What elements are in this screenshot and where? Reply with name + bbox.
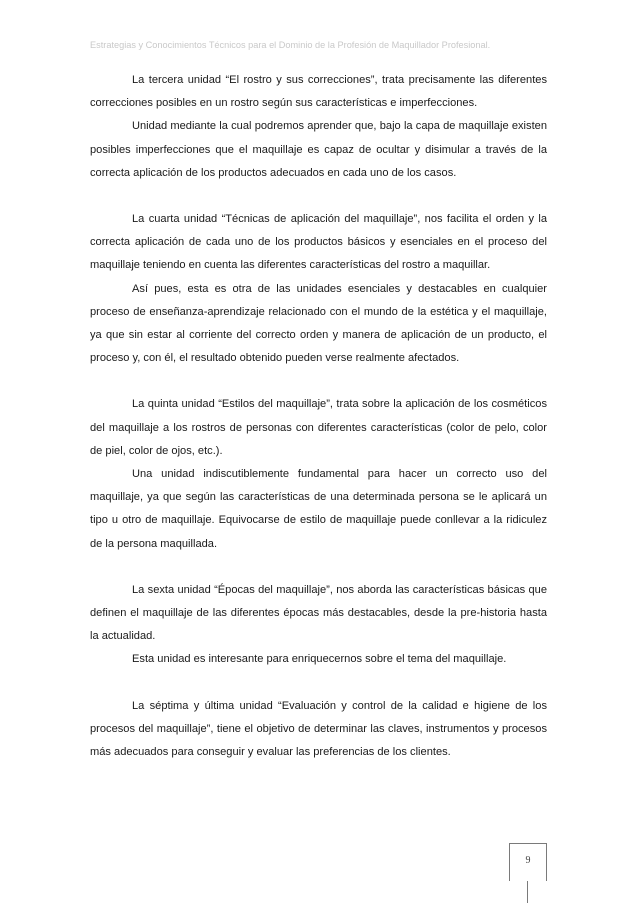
paragraph-tercera-unidad: La tercera unidad “El rostro y sus correcciones”, trata precisamente las diferentes correcciones posibles en un rostro según sus características e imperfecciones. bbox=[90, 74, 547, 110]
page-number: 9 bbox=[525, 855, 531, 866]
paragraph-sexta-unidad: La sexta unidad “Épocas del maquillaje”, nos aborda las características básicas que definen el maquillaje de las diferentes épocas más destacables, desde la pre-historia hasta la actualidad. bbox=[90, 583, 547, 643]
paragraph-cuarta-unidad-detalle: Así pues, esta es otra de las unidades esenciales y destacables en cualquier proceso de enseñanza-aprendizaje relacionado con el mundo de la estética y el maquillaje, ya que sin estar al corriente del correcto orden y manera de aplicación de un producto, el proceso y, con él, el resultado obtenido pueden verse realmente afectados. bbox=[90, 282, 547, 365]
paragraph-septima-unidad: La séptima y última unidad “Evaluación y control de la calidad e higiene de los procesos del maquillaje”, tiene el objetivo de determinar las claves, instrumentos y procesos más adecuados para conseguir y evaluar las preferencias de los clientes. bbox=[90, 699, 547, 759]
paragraph-quinta-unidad-detalle: Una unidad indiscutiblemente fundamental para hacer un correcto uso del maquillaje, ya que según las características de una determinada persona se le aplicará un tipo u otro de maquillaje. Equivocarse de estilo de maquillaje puede conllevar a la ridiculez de la persona maquillada. bbox=[90, 468, 547, 550]
running-header: Estrategias y Conocimientos Técnicos para el Dominio de la Profesión de Maquillador Profesional. bbox=[90, 40, 491, 50]
paragraph-sexta-unidad-detalle: Esta unidad es interesante para enriquecernos sobre el tema del maquillaje. bbox=[132, 653, 507, 666]
paragraph-tercera-unidad-detalle: Unidad mediante la cual podremos aprender que, bajo la capa de maquillaje existen posibles imperfecciones que el maquillaje es capaz de ocultar y disimular a través de la correcta aplicación de los productos adecuados en cada uno de los casos. bbox=[90, 120, 547, 179]
body-text bbox=[90, 69, 547, 764]
paragraph-cuarta-unidad: La cuarta unidad “Técnicas de aplicación del maquillaje”, nos facilita el orden y la correcta aplicación de cada uno de los productos básicos y esenciales en el proceso del maquillaje teniendo en cuenta las diferentes características del rostro a maquillar. bbox=[90, 213, 547, 272]
paragraph-quinta-unidad: La quinta unidad “Estilos del maquillaje”, trata sobre la aplicación de los cosméticos del maquillaje a los rostros de personas con diferentes características (color de pelo, color de piel, color de ojos, etc.). bbox=[90, 398, 547, 457]
page-number-rule bbox=[527, 881, 528, 903]
page-number-box bbox=[509, 843, 547, 881]
